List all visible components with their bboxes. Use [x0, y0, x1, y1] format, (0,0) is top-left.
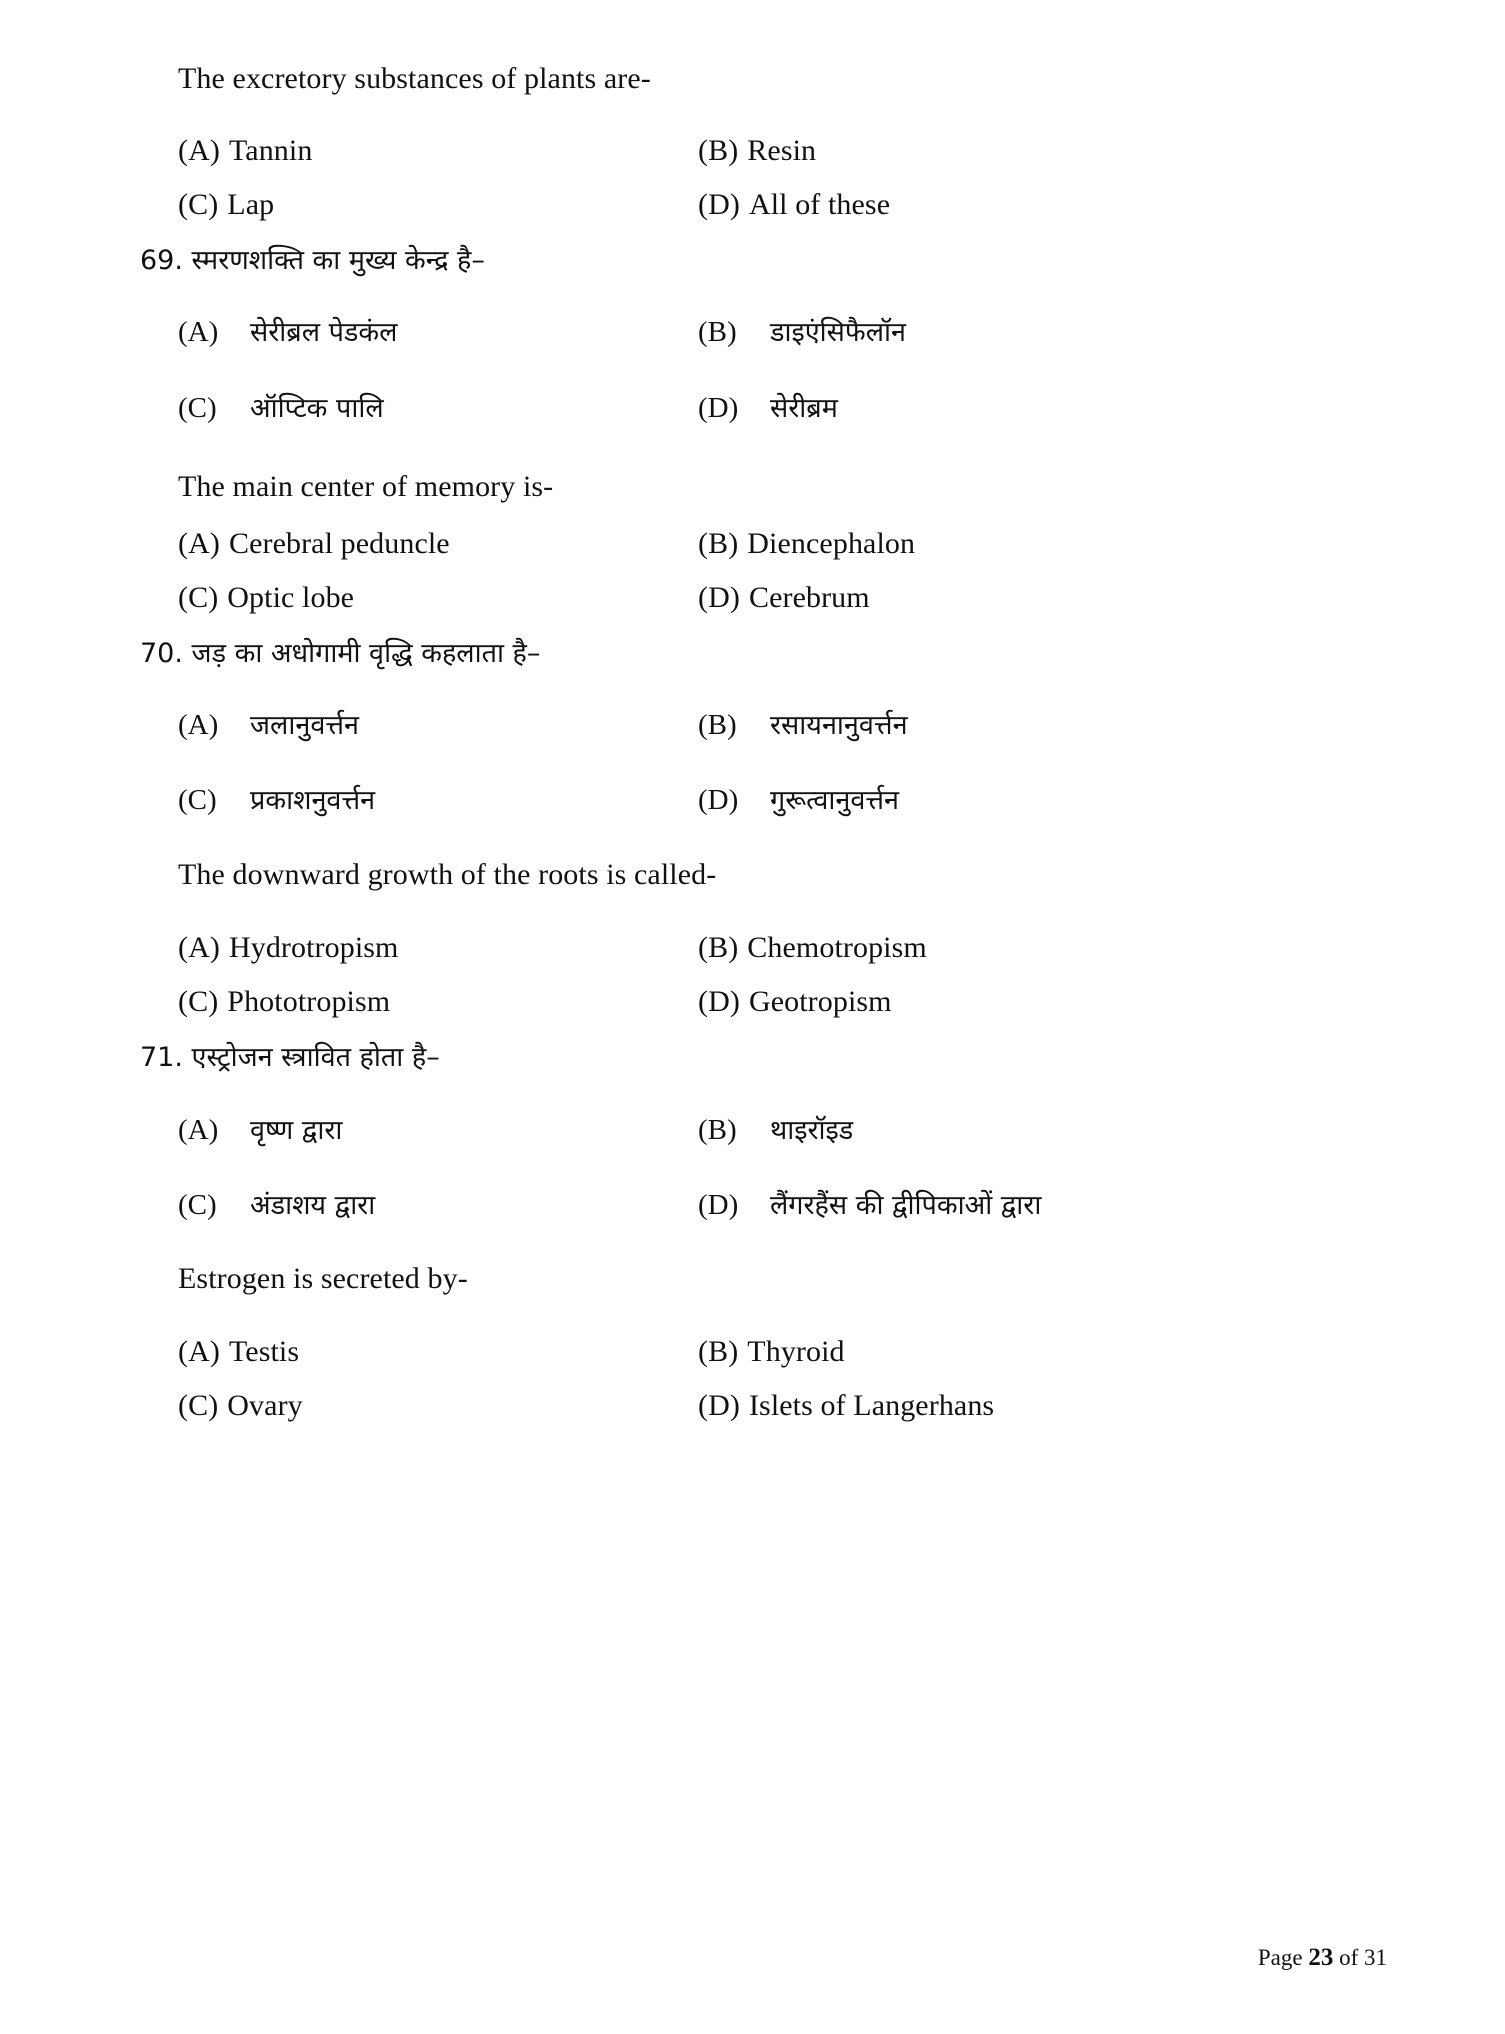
option-c[interactable] — [178, 985, 698, 1019]
option-row — [178, 388, 1338, 425]
question-69-stem-hindi — [140, 240, 485, 277]
option-text: गुरूत्वानुवर्त्तन — [770, 785, 899, 816]
option-row — [178, 985, 1338, 1019]
option-text: Hydrotropism — [228, 931, 399, 964]
option-text: Resin — [747, 134, 817, 167]
option-text: Ovary — [227, 1389, 303, 1422]
option-a[interactable] — [178, 705, 698, 742]
option-tag: (C) — [178, 1189, 217, 1221]
question-text: एस्ट्रोजन स्त्रावित होता है– — [191, 1042, 440, 1073]
option-tag: (D) — [698, 392, 739, 424]
option-row — [178, 581, 1338, 615]
option-a[interactable] — [178, 527, 698, 561]
option-tag: (A) — [178, 527, 220, 560]
option-tag: (A) — [178, 134, 220, 167]
option-tag: (D) — [698, 1189, 739, 1221]
option-text: Cerebral peduncle — [228, 527, 450, 560]
option-d[interactable] — [698, 985, 1338, 1019]
option-text: Diencephalon — [747, 527, 916, 560]
option-tag: (C) — [178, 581, 219, 614]
option-d[interactable] — [698, 1185, 1338, 1222]
option-row — [178, 1110, 1338, 1147]
option-text: रसायनानुवर्त्तन — [770, 710, 908, 741]
question-70-stem-hindi — [140, 633, 540, 670]
question-number: 71. — [140, 1042, 183, 1073]
question-70-stem-english: The downward growth of the roots is called- — [178, 858, 717, 891]
option-text: Chemotropism — [747, 931, 927, 964]
option-text: ऑप्टिक पालि — [250, 393, 384, 424]
option-text: अंडाशय द्वारा — [250, 1190, 376, 1221]
option-text: लैंगरहैंस की द्वीपिकाओं द्वारा — [770, 1190, 1042, 1221]
question-71-stem-hindi — [140, 1037, 440, 1074]
option-row — [178, 1335, 1338, 1369]
option-text: डाइएंसिफैलॉन — [770, 317, 906, 348]
option-tag: (C) — [178, 985, 219, 1018]
option-row — [178, 1389, 1338, 1423]
option-text: थाइरॉइड — [770, 1115, 854, 1146]
option-b[interactable] — [698, 931, 1338, 965]
option-tag: (C) — [178, 1389, 219, 1422]
option-tag: (B) — [698, 931, 739, 964]
option-a[interactable] — [178, 312, 698, 349]
option-d[interactable] — [698, 780, 1338, 817]
option-b[interactable] — [698, 134, 1338, 168]
question-number: 70. — [140, 638, 183, 669]
option-text: प्रकाशनुवर्त्तन — [250, 785, 376, 816]
option-tag: (B) — [698, 1335, 739, 1368]
option-c[interactable] — [178, 780, 698, 817]
option-tag: (A) — [178, 1335, 220, 1368]
option-text: Phototropism — [227, 985, 391, 1018]
option-row — [178, 931, 1338, 965]
option-d[interactable] — [698, 388, 1338, 425]
option-text: All of these — [748, 188, 891, 221]
option-text: Cerebrum — [748, 581, 870, 614]
option-tag: (B) — [698, 316, 737, 348]
option-a[interactable] — [178, 1110, 698, 1147]
option-row — [178, 134, 1338, 168]
option-tag: (B) — [698, 134, 739, 167]
option-tag: (D) — [698, 188, 740, 221]
option-row — [178, 1185, 1338, 1222]
option-tag: (C) — [178, 784, 217, 816]
option-tag: (B) — [698, 527, 739, 560]
option-text: Optic lobe — [227, 581, 355, 614]
question-71-stem-english: Estrogen is secreted by- — [178, 1262, 468, 1295]
option-tag: (A) — [178, 316, 219, 348]
option-row — [178, 188, 1338, 222]
option-text: Tannin — [228, 134, 313, 167]
option-tag: (D) — [698, 784, 739, 816]
option-tag: (A) — [178, 931, 220, 964]
option-d[interactable] — [698, 1389, 1338, 1423]
option-text: Lap — [227, 188, 275, 221]
option-a[interactable] — [178, 1335, 698, 1369]
footer-prefix: Page — [1257, 1945, 1303, 1970]
option-a[interactable] — [178, 931, 698, 965]
option-row — [178, 780, 1338, 817]
option-tag: (D) — [698, 581, 740, 614]
option-tag: (A) — [178, 709, 219, 741]
option-tag: (B) — [698, 1114, 737, 1146]
option-b[interactable] — [698, 527, 1338, 561]
option-b[interactable] — [698, 1335, 1338, 1369]
option-tag: (B) — [698, 709, 737, 741]
page-footer — [1258, 1944, 1387, 1972]
option-text: सेरीब्रल पेडकंल — [250, 317, 398, 348]
option-b[interactable] — [698, 1110, 1338, 1147]
option-d[interactable] — [698, 581, 1338, 615]
question-number: 69. — [140, 245, 183, 276]
option-text: जलानुवर्त्तन — [250, 710, 359, 741]
option-c[interactable] — [178, 388, 698, 425]
option-c[interactable] — [178, 1185, 698, 1222]
option-tag: (C) — [178, 392, 217, 424]
option-row — [178, 705, 1338, 742]
option-text: Testis — [228, 1335, 300, 1368]
option-row — [178, 312, 1338, 349]
option-tag: (D) — [698, 1389, 740, 1422]
option-text: Thyroid — [747, 1335, 845, 1368]
question-text: जड़ का अधोगामी वृद्धि कहलाता है– — [191, 638, 541, 669]
option-b[interactable] — [698, 312, 1338, 349]
option-text: वृष्ण द्वारा — [250, 1115, 343, 1146]
footer-page-number: 23 — [1308, 1944, 1334, 1971]
option-d[interactable] — [698, 188, 1338, 222]
option-tag: (C) — [178, 188, 219, 221]
option-c[interactable] — [178, 581, 698, 615]
option-tag: (D) — [698, 985, 740, 1018]
option-c[interactable] — [178, 1389, 698, 1423]
option-row — [178, 527, 1338, 561]
question-text: स्मरणशक्ति का मुख्य केन्द्र है– — [191, 245, 485, 276]
option-tag: (A) — [178, 1114, 219, 1146]
option-c[interactable] — [178, 188, 698, 222]
question-stem-english-top: The excretory substances of plants are- — [178, 62, 651, 95]
option-text: Islets of Langerhans — [748, 1389, 995, 1422]
option-b[interactable] — [698, 705, 1338, 742]
question-69-stem-english: The main center of memory is- — [178, 470, 554, 503]
option-a[interactable] — [178, 134, 698, 168]
footer-suffix: of 31 — [1339, 1945, 1387, 1970]
option-text: Geotropism — [748, 985, 892, 1018]
option-text: सेरीब्रम — [770, 393, 838, 424]
